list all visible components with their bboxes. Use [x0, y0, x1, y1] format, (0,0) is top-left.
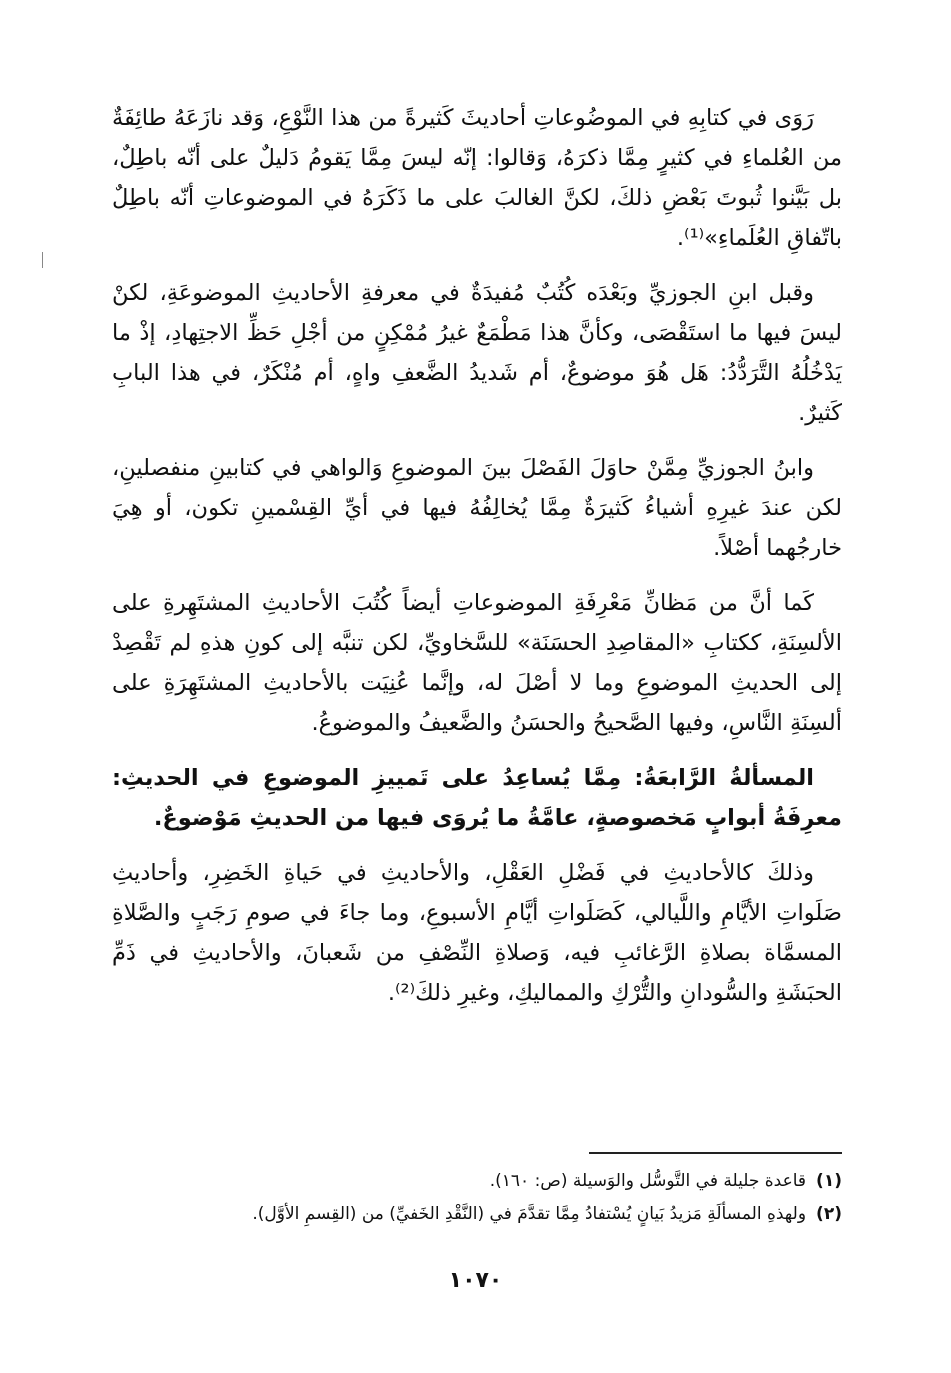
body-paragraph-5: وذلكَ كالأحاديثِ في فَضْلِ العَقْلِ، والأحاديثِ في حَياةِ الخَضِرِ، وأحاديثِ صَلَواتِ الأيَّامِ واللَّيالي، كَصَلَواتِ أيَّامِ الأسبوعِ، وما جاءَ في صومِ رَجَبٍ والصَّلاةِ المسمَّاة بصلاةِ الرَّغائبِ فيه، وَصلاةِ النِّصْفِ من شَعبانَ، والأحاديثِ في ذَمِّ الحبَشَةِ والسُّودانِ والتُّرْكِ والمماليكِ، وغيرِ ذلكَ⁽²⁾.	[112, 860, 842, 1006]
body-paragraph-2: وقبل ابنِ الجوزيِّ وبَعْدَه كُتُبٌ مُفيدَةٌ في معرفةِ الأحاديثِ الموضوعَةِ، لكنْ ليسَ فيها ما استَقْصَى، وكأنَّ هذا مَطْمَعٌ غيرُ مُمْكِنٍ من أجْلِ حَظِّ الاجتِهادِ، إذْ ما يَدْخُلُهُ التَّرَدُّدُ: هَل هُوَ موضوعٌ، أم شَديدُ الضَّعفِ واهٍ، أم مُنْكَرٌ، في هذا البابِ كَثيرٌ.	[112, 280, 842, 426]
footnote-text: قاعدة جليلة في التَّوسُّل والوَسيلة (ص: ١٦٠).	[489, 1171, 807, 1191]
footnote-text: ولهذهِ المسألَةِ مَزيدُ بَيانٍ يُسْتفادُ مِمَّا تقدَّمَ في (النَّقْدِ الخَفيِّ) من (القِسمِ الأوَّل).	[252, 1204, 807, 1224]
footnote-number: (١)	[816, 1171, 842, 1191]
page-number: ١٠٧٠	[448, 1268, 503, 1293]
section-heading: المسألةُ الرَّابعَةُ: مِمَّا يُساعِدُ على تَمييزِ الموضوعِ في الحديثِ: معرِفَةُ أبوابٍ مَخصوصةٍ، عامَّةُ ما يُروَى فيها من الحديثِ مَوْضوعٌ.	[112, 765, 842, 831]
footnotes	[112, 1165, 842, 1231]
body-paragraph-4: كَما أنَّ من مَظانِّ مَعْرِفَةِ الموضوعاتِ أيضاً كُتُبَ الأحاديثِ المشتَهِرةِ على الألسِنَةِ، ككتابِ «المقاصِدِ الحسَنَة» للسَّخاويِّ، لكن تنبَّه إلى كونِ هذهِ لم تَقْصِدْ إلى الحديثِ الموضوعِ وما لا أصْلَ له، وإنَّما عُنِيَت بالأحاديثِ المشتَهِرَةِ على ألسِنَةِ النَّاسِ، وفيها الصَّحيحُ والحسَنُ والضَّعيفُ والموضوعُ.	[112, 590, 842, 736]
footnote-divider	[589, 1152, 842, 1154]
page-body	[112, 98, 842, 1028]
margin-mark	[42, 252, 43, 268]
body-paragraph-3: وابنُ الجوزيِّ مِمَّنْ حاوَلَ الفَصْلَ بينَ الموضوعِ وَالواهي في كتابينِ منفصلينِ، لكن عندَ غيرِهِ أشياءُ كَثيرَةٌ مِمَّا يُخالِفُهُ فيها في أيِّ القِسْمينِ تكون، أو هِيَ خارجُهما أصْلاً.	[112, 455, 842, 561]
body-paragraph-1: رَوَى في كتابِهِ في الموضُوعاتِ أحاديثَ كَثيرةً من هذا النَّوْعِ، وَقد نازَعَهُ طائِفَةٌ من العُلماءِ في كثيرٍ مِمَّا ذكرَهُ، وَقالوا: إنّه ليسَ مِمَّا يَقومُ دَليلٌ على أنّه باطِلٌ، بل بَيَّنوا ثُبوتَ بَعْضِ ذلكَ، لكنَّ الغالبَ على ما ذَكَرَهُ في الموضوعاتِ أنّه باطِلٌ باتّفاقِ العُلَماءِ»⁽¹⁾.	[112, 105, 842, 251]
footnote-2	[112, 1198, 842, 1231]
footnote-number: (٢)	[816, 1204, 842, 1224]
footnote-1	[112, 1165, 842, 1198]
